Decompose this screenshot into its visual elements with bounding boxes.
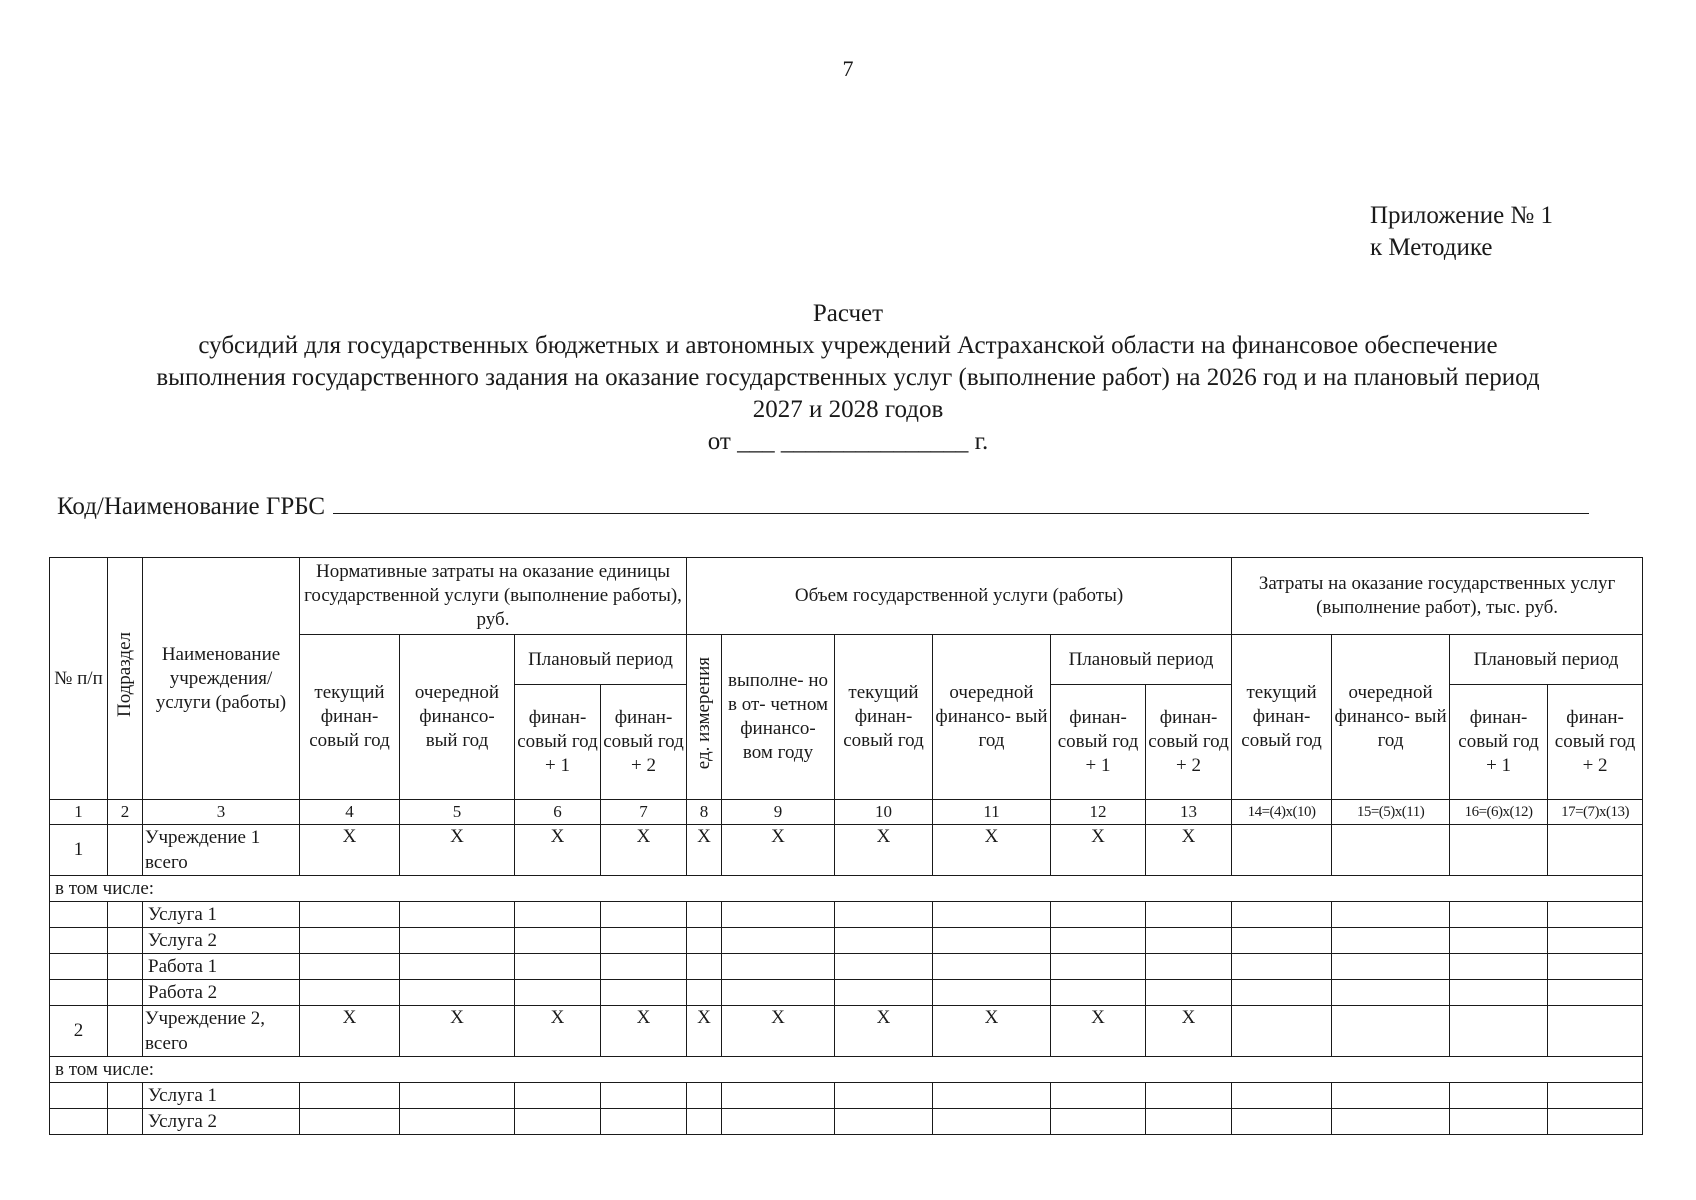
header-norm-plan: Плановый период (515, 635, 687, 685)
service-name: Услуга 2 (143, 928, 300, 954)
header-unit (687, 635, 722, 800)
x-mark: X (400, 825, 515, 876)
header-norm-costs: Нормативные затраты на оказание единицы государственной услуги (выполнение работы), руб. (300, 558, 687, 635)
cell (1332, 825, 1450, 876)
col-num: 14=(4)x(10) (1232, 800, 1332, 825)
x-mark: X (515, 825, 601, 876)
page-number: 7 (842, 56, 854, 81)
work-row (50, 954, 1643, 980)
col-num: 7 (601, 800, 687, 825)
header-done: выполне- но в от- четном финансо- вом году (722, 635, 835, 800)
calculation-table (49, 557, 1643, 1135)
institution-name: Учреждение 2, всего (143, 1006, 300, 1057)
cell (108, 825, 143, 876)
col-num: 2 (108, 800, 143, 825)
service-row (50, 1109, 1643, 1135)
col-num: 9 (722, 800, 835, 825)
x-mark: X (400, 1006, 515, 1057)
header-norm-current: текущий финан- совый год (300, 635, 400, 800)
header-subsection (108, 558, 143, 800)
col-num: 17=(7)x(13) (1548, 800, 1643, 825)
grbs-field (57, 493, 1589, 521)
x-mark: X (300, 825, 400, 876)
x-mark: X (515, 1006, 601, 1057)
including-label: в том числе: (50, 876, 1643, 902)
x-mark: X (1051, 825, 1146, 876)
x-mark: X (1051, 1006, 1146, 1057)
header-unit-label: ед. измерения (693, 657, 715, 770)
cell (1232, 1006, 1332, 1057)
col-num: 12 (1051, 800, 1146, 825)
header-num: № п/п (50, 558, 108, 800)
grbs-label: Код/Наименование ГРБС (57, 493, 326, 520)
col-num: 6 (515, 800, 601, 825)
header-name: Наименование учреждения/ услуги (работы) (143, 558, 300, 800)
x-mark: X (835, 1006, 933, 1057)
institution-name: Учреждение 1 всего (143, 825, 300, 876)
grbs-blank-line (333, 493, 1589, 514)
x-mark: X (300, 1006, 400, 1057)
title-line-3: выполнения государственного задания на оказание государственных услуг (выполнение работ) на 2026 год и на плановый период (156, 364, 1540, 391)
work-name: Работа 2 (143, 980, 300, 1006)
header-volume-plan2: финан- совый год + 2 (1146, 685, 1232, 800)
header-costs: Затраты на оказание государственных услуг (выполнение работ), тыс. руб. (1232, 558, 1643, 635)
title-date-line: от ___ _______________ г. (707, 428, 989, 455)
header-volume-current: текущий финан- совый год (835, 635, 933, 800)
x-mark: X (687, 1006, 722, 1057)
work-name: Работа 1 (143, 954, 300, 980)
header-costs-next: очередной финансо- вый год (1332, 635, 1450, 800)
appendix-line-1: Приложение № 1 (1370, 202, 1554, 229)
x-mark: X (601, 825, 687, 876)
col-num: 4 (300, 800, 400, 825)
including-row (50, 876, 1643, 902)
header-volume-plan: Плановый период (1051, 635, 1232, 685)
cell (1450, 825, 1548, 876)
x-mark: X (933, 1006, 1051, 1057)
title-line-2: субсидий для государственных бюджетных и автономных учреждений Астраханской области на финансовое обеспечение (198, 332, 1498, 359)
header-norm-next: очередной финансо- вый год (400, 635, 515, 800)
x-mark: X (722, 825, 835, 876)
header-costs-plan2: финан- совый год + 2 (1548, 685, 1643, 800)
x-mark: X (835, 825, 933, 876)
col-num: 1 (50, 800, 108, 825)
header-volume: Объем государственной услуги (работы) (687, 558, 1232, 635)
including-row (50, 1057, 1643, 1083)
service-row (50, 1083, 1643, 1109)
x-mark: X (933, 825, 1051, 876)
row-number: 1 (50, 825, 108, 876)
x-mark: X (1146, 1006, 1232, 1057)
header-norm-plan2: финан- совый год + 2 (601, 685, 687, 800)
work-row (50, 980, 1643, 1006)
col-num: 13 (1146, 800, 1232, 825)
header-costs-plan: Плановый период (1450, 635, 1643, 685)
header-subsection-label: Подраздел (114, 632, 135, 718)
cell (1548, 825, 1643, 876)
column-number-row (50, 800, 1643, 825)
x-mark: X (722, 1006, 835, 1057)
service-name: Услуга 1 (143, 1083, 300, 1109)
header-volume-plan1: финан- совый год + 1 (1051, 685, 1146, 800)
cell (1232, 825, 1332, 876)
x-mark: X (601, 1006, 687, 1057)
title-line-1: Расчет (812, 300, 884, 327)
institution-row (50, 825, 1643, 876)
institution-row (50, 1006, 1643, 1057)
col-num: 10 (835, 800, 933, 825)
col-num: 8 (687, 800, 722, 825)
header-volume-next: очередной финансо- вый год (933, 635, 1051, 800)
cell (1548, 1006, 1643, 1057)
row-number: 2 (50, 1006, 108, 1057)
col-num: 11 (933, 800, 1051, 825)
appendix-line-2: к Методике (1370, 234, 1493, 261)
service-row (50, 902, 1643, 928)
cell (1450, 1006, 1548, 1057)
header-costs-current: текущий финан- совый год (1232, 635, 1332, 800)
x-mark: X (687, 825, 722, 876)
col-num: 5 (400, 800, 515, 825)
header-norm-plan1: финан- совый год + 1 (515, 685, 601, 800)
title-line-4: 2027 и 2028 годов (752, 396, 944, 423)
including-label: в том числе: (50, 1057, 1643, 1083)
x-mark: X (1146, 825, 1232, 876)
document-title (40, 298, 1656, 458)
col-num: 16=(6)x(12) (1450, 800, 1548, 825)
appendix-reference (1370, 200, 1553, 264)
service-name: Услуга 1 (143, 902, 300, 928)
cell (1332, 1006, 1450, 1057)
col-num: 15=(5)x(11) (1332, 800, 1450, 825)
col-num: 3 (143, 800, 300, 825)
service-name: Услуга 2 (143, 1109, 300, 1135)
header-costs-plan1: финан- совый год + 1 (1450, 685, 1548, 800)
cell (108, 1006, 143, 1057)
service-row (50, 928, 1643, 954)
